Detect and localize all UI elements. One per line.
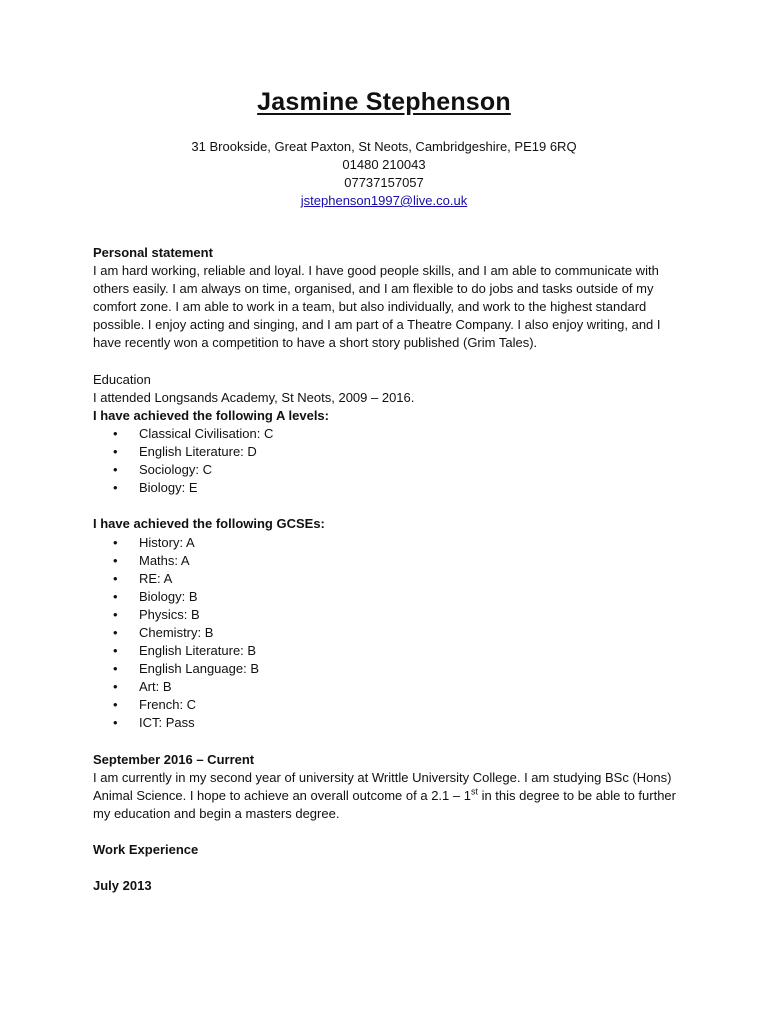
- bullet-icon: •: [113, 624, 118, 640]
- bullet-icon: •: [113, 570, 118, 586]
- alevels-heading: I have achieved the following A levels:: [93, 407, 329, 423]
- bullet-icon: •: [113, 552, 118, 568]
- cv-name-heading: Jasmine Stephenson: [257, 88, 511, 116]
- work-experience-heading: Work Experience: [93, 842, 199, 858]
- bullet-icon: •: [113, 462, 118, 478]
- gcses-list: [93, 534, 683, 733]
- list-item: • Biology: E: [113, 479, 683, 497]
- list-item: • History: A: [113, 534, 683, 552]
- education-school: I attended Longsands Academy, St Neots, 2009 – 2016.: [93, 389, 415, 405]
- list-item: • Chemistry: B: [113, 624, 683, 642]
- list-item: • Physics: B: [113, 606, 683, 624]
- phone-line-1: 01480 210043: [342, 157, 426, 172]
- bullet-icon: •: [113, 444, 118, 460]
- gcses-heading: I have achieved the following GCSEs:: [93, 516, 325, 532]
- email-link[interactable]: jstephenson1997@live.co.uk: [300, 193, 468, 208]
- university-text: I am currently in my second year of university at Writtle University College. I am studying BSc (Hons) Animal Science. I hope to achieve an overall outcome of a 2.1 – 1st in this degree to be able to further my education and begin a masters degree.: [93, 769, 676, 821]
- bullet-icon: •: [113, 425, 118, 441]
- list-item: • RE: A: [113, 570, 683, 588]
- bullet-icon: •: [113, 679, 118, 695]
- list-item: • English Literature: B: [113, 642, 683, 660]
- personal-statement-heading: Personal statement: [93, 245, 213, 260]
- bullet-icon: •: [113, 480, 118, 496]
- list-item: • Art: B: [113, 678, 683, 696]
- bullet-icon: •: [113, 697, 118, 713]
- list-item: • Maths: A: [113, 552, 683, 570]
- list-item: • English Literature: D: [113, 443, 683, 461]
- bullet-icon: •: [113, 661, 118, 677]
- contact-block: [0, 138, 768, 210]
- alevels-list: [93, 425, 683, 497]
- bullet-icon: •: [113, 588, 118, 604]
- superscript-st: st: [470, 786, 478, 797]
- work-experience-date: July 2013: [93, 878, 152, 894]
- list-item: • Sociology: C: [113, 461, 683, 479]
- list-item: • Biology: B: [113, 588, 683, 606]
- cv-body: [93, 244, 683, 895]
- list-item: • Classical Civilisation: C: [113, 425, 683, 443]
- list-item: • English Language: B: [113, 660, 683, 678]
- university-heading: September 2016 – Current: [93, 751, 255, 767]
- personal-statement-text: I am hard working, reliable and loyal. I have good people skills, and I am able to communicate with others easily. I am always on time, organised, and I am flexible to do jobs and tasks outside of my comfort zone. I am able to work in a team, but also individually, and work to the highest standard possible. I enjoy acting and singing, and I am part of a Theatre Company. I also enjoy writing, and I have recently won a competition to have a short story published (Grim Tales).: [93, 263, 661, 351]
- bullet-icon: •: [113, 534, 118, 550]
- phone-line-2: 07737157057: [344, 175, 424, 190]
- education-heading: Education: [93, 371, 151, 387]
- list-item: • French: C: [113, 696, 683, 714]
- bullet-icon: •: [113, 715, 118, 731]
- address-line: 31 Brookside, Great Paxton, St Neots, Cambridgeshire, PE19 6RQ: [191, 139, 577, 154]
- bullet-icon: •: [113, 643, 118, 659]
- bullet-icon: •: [113, 606, 118, 622]
- list-item: • ICT: Pass: [113, 714, 683, 732]
